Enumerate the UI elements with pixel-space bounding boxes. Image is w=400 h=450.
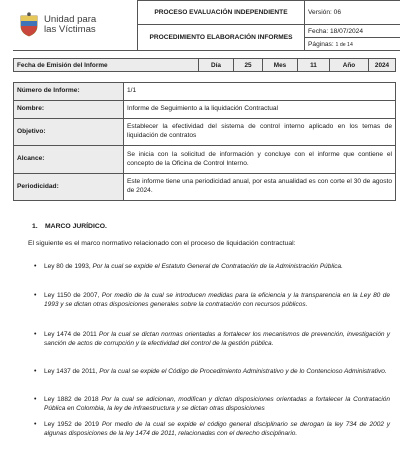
table-row (14, 174, 396, 201)
date-cell: Fecha: 18/07/2024 (305, 25, 400, 38)
section-heading (32, 223, 107, 230)
law-lead: Ley 1952 de 2019 (44, 421, 102, 428)
bullet-icon: • (34, 331, 37, 338)
table-row (14, 101, 396, 119)
law-description: Por medio de la cual se expide el código general disciplinario se derogan la ley 734 de 2002 y algunas disposiciones de la ley 1474 de 2011, relacionadas con el derecho disciplinario. (44, 421, 390, 438)
info-key: Periodicidad: (14, 174, 124, 201)
info-key: Objetivo: (14, 119, 124, 146)
bullet-icon: • (34, 396, 37, 403)
law-lead: Ley 80 de 1993, (44, 263, 93, 270)
bullet-icon: • (34, 292, 37, 299)
pages-value: 1 de 14 (335, 41, 353, 48)
law-description: Por la cual se dictan normas orientadas a fortalecer los mecanismos de prevención, investigación y sanción de actos de corrupción y la efectividad del control de la gestión pública. (44, 331, 390, 348)
day-value: 25 (234, 59, 263, 72)
year-value: 2024 (369, 59, 396, 72)
procedure-title: PROCEDIMIENTO ELABORACIÓN INFORMES (138, 25, 305, 51)
emission-date-row (13, 58, 396, 72)
law-description: Por la cual se expide el Código de Procedimiento Administrativo y de lo Contencioso Administrativo. (99, 368, 387, 375)
info-value: Informe de Seguimiento a la liquidación Contractual (124, 101, 396, 119)
pages-cell (305, 38, 400, 51)
section-number: 1. (32, 223, 38, 230)
law-description: Por la cual se adicionan, modifican y dictan disposiciones orientadas a fortalecer la Contratación Pública en Colombia, la ley de infraestructura y se dictan otras disposiciones (44, 396, 390, 413)
month-label: Mes (263, 59, 298, 72)
table-row (14, 83, 396, 101)
list-item (34, 262, 390, 271)
law-lead: Ley 1882 de 2018 (44, 396, 102, 403)
list-item (34, 395, 390, 413)
bullet-icon: • (34, 368, 37, 375)
info-value: Se inicia con la solicitud de información y concluye con el informe que contiene el concepto de la Oficina de Control Interno. (124, 146, 396, 174)
list-item (34, 330, 390, 348)
law-description: Por la cual se expide el Estatuto General de Contratación de la Administración Pública. (92, 263, 343, 270)
pages-label: Páginas: (308, 40, 334, 48)
info-key: Alcance: (14, 146, 124, 174)
list-item (34, 420, 390, 438)
process-title: PROCESO EVALUACIÓN INDEPENDIENTE (138, 1, 305, 25)
unidad-victimas-logo (16, 12, 134, 38)
law-lead: Ley 1437 de 2011, (44, 368, 100, 375)
logo-line-1: Unidad para (44, 14, 97, 26)
day-label: Día (199, 59, 234, 72)
info-value: Establecer la efectividad del sistema de control interno aplicado en los temas de liquidación de contratos (124, 119, 396, 146)
section-title: MARCO JURÍDICO. (45, 223, 107, 230)
info-value: Este informe tiene una periodicidad anual, por esta anualidad es con corte el 30 de agosto de 2024. (124, 174, 396, 201)
info-key: Número de Informe: (14, 83, 124, 101)
report-info-table (13, 82, 396, 201)
table-row (14, 119, 396, 146)
info-key: Nombre: (14, 101, 124, 119)
logo-line-2: las Víctimas (44, 24, 96, 36)
emission-label: Fecha de Emisión del Informe (14, 59, 199, 72)
law-description: Por medio de la cual se introducen medidas para la eficiencia y la transparencia en la Ley 80 de 1993 y se dictan otras disposiciones generales sobre la contratación con recursos públicos. (44, 292, 390, 309)
law-lead: Ley 1474 de 2011 (44, 331, 99, 338)
info-value: 1/1 (124, 83, 396, 101)
year-label: Año (330, 59, 369, 72)
bullet-icon: • (34, 421, 37, 428)
law-lead: Ley 1150 de 2007, (44, 292, 102, 299)
list-item (34, 367, 390, 376)
logo-cell (13, 1, 138, 51)
bullet-icon: • (34, 263, 37, 270)
list-item (34, 291, 390, 309)
table-row (14, 146, 396, 174)
month-value: 11 (298, 59, 330, 72)
coat-of-arms-icon (18, 12, 40, 38)
version-cell: Versión: 06 (305, 1, 400, 25)
section-intro: El siguiente es el marco normativo relacionado con el proceso de liquidación contractual: (28, 240, 296, 247)
document-header (13, 0, 400, 51)
